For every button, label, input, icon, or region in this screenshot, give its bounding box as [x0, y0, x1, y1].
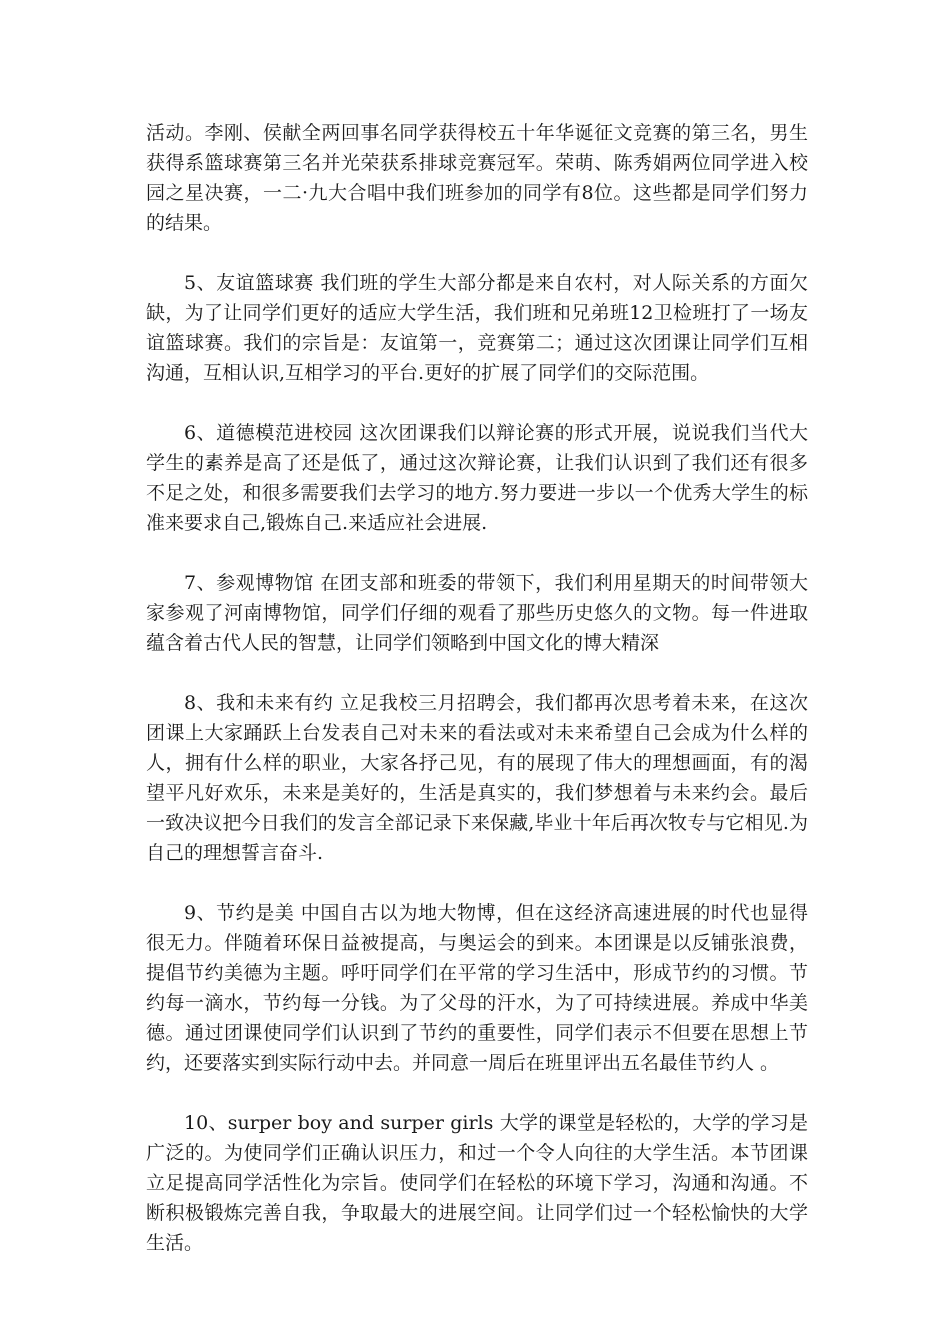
paragraph-moral-models: 6、道德模范进校园 这次团课我们以辩论赛的形式开展，说说我们当代大学生的素养是高了还是低了，通过这次辩论赛，让我们认识到了我们还有很多不足之处，和很多需要我们去学习的地方.努力要进一步以一个优秀大学生的标准来要求自己,锻炼自己.来适应社会进展.: [146, 422, 808, 534]
paragraph-super-boy-girls: 10、surper boy and surper girls 大学的课堂是轻松的，大学的学习是广泛的。为使同学们正确认识压力，和过一个令人向往的大学生活。本节团课立足提高同学活性化为宗旨。使同学们在轻松的环境下学习，沟通和沟通。不断积极锻炼完善自我，争取最大的进展空间。让同学们过一个轻松愉快的大学生活。: [146, 1112, 808, 1254]
paragraph-continuation: 活动。李刚、侯献全两回事名同学获得校五十年华诞征文竞赛的第三名，男生获得系篮球赛第三名并光荣获系排球竞赛冠军。荣萌、陈秀娟两位同学进入校园之星决赛，一二·九大合唱中我们班参加的同学有8位。这些都是同学们努力的结果。: [146, 122, 808, 234]
paragraph-friendship-basketball: 5、友谊篮球赛 我们班的学生大部分都是来自农村，对人际关系的方面欠缺，为了让同学们更好的适应大学生活，我们班和兄弟班12卫检班打了一场友谊篮球赛。我们的宗旨是：友谊第一，竞赛第二；通过这次团课让同学们互相沟通，互相认识,互相学习的平台.更好的扩展了同学们的交际范围。: [146, 272, 808, 384]
paragraph-museum-visit: 7、参观博物馆 在团支部和班委的带领下，我们利用星期天的时间带领大家参观了河南博物馆，同学们仔细的观看了那些历史悠久的文物。每一件进取蕴含着古代人民的智慧，让同学们领略到中国文化的博大精深: [146, 572, 808, 654]
paragraph-future-appointment: 8、我和未来有约 立足我校三月招聘会，我们都再次思考着未来，在这次团课上大家踊跃上台发表自己对未来的看法或对未来希望自己会成为什么样的人，拥有什么样的职业，大家各抒己见，有的展现了伟大的理想画面，有的渴望平凡好欢乐，未来是美好的，生活是真实的，我们梦想着与未来约会。最后一致决议把今日我们的发言全部记录下来保藏,毕业十年后再次牧专与它相见.为自己的理想誓言奋斗.: [146, 692, 808, 864]
paragraph-thrift: 9、节约是美 中国自古以为地大物博，但在这经济高速进展的时代也显得很无力。伴随着环保日益被提高，与奥运会的到来。本团课是以反铺张浪费，提倡节约美德为主题。呼吁同学们在平常的学习生活中，形成节约的习惯。节约每一滴水，节约每一分钱。为了父母的汗水，为了可持续进展。养成中华美德。通过团课使同学们认识到了节约的重要性，同学们表示不但要在思想上节约，还要落实到实际行动中去。并同意一周后在班里评出五名最佳节约人 。: [146, 902, 808, 1074]
document-page: [146, 118, 808, 1258]
